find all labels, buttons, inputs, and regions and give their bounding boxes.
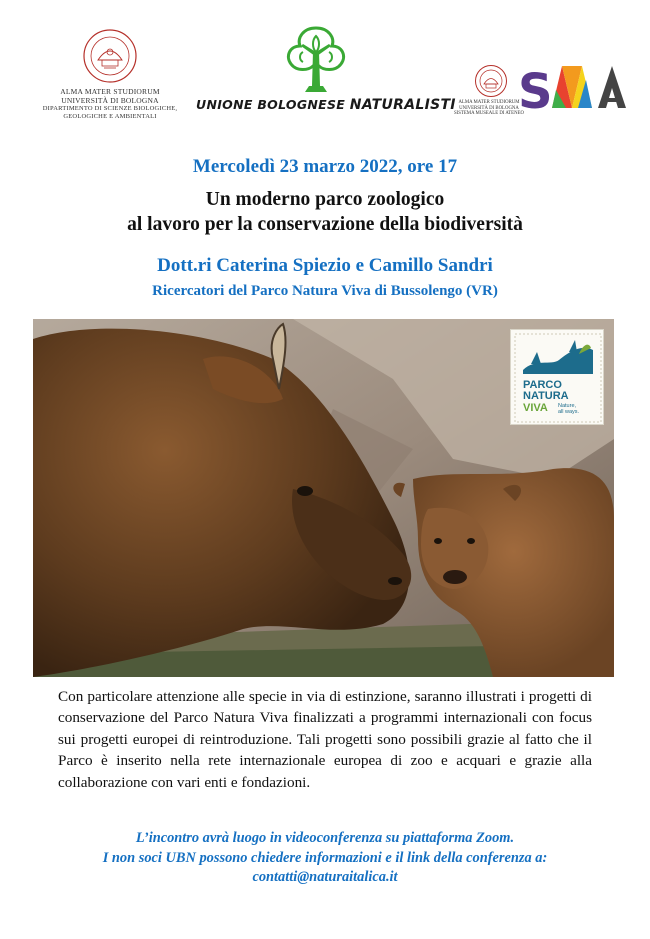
ubn-name-part2: NATURALISTI (349, 97, 456, 113)
sma-logo-icon (516, 60, 638, 116)
unibo-line2: UNIVERSITÀ DI BOLOGNA (61, 95, 159, 105)
ubn-logo (196, 22, 456, 113)
footer-line1: L’incontro avrà luogo in videoconferenza su piattaforma Zoom. (135, 830, 515, 846)
pnv-line1: PARCO (523, 379, 562, 391)
sma-block (454, 60, 639, 120)
sma-caption3: SISTEMA MUSEALE DI ATENEO (454, 111, 524, 116)
sma-caption (454, 100, 524, 117)
sma-caption2: UNIVERSITÀ DI BOLOGNA (459, 105, 519, 111)
unibo-small-seal-icon (474, 64, 508, 98)
ubn-name-part1: UNIONE BOLOGNESE (196, 97, 350, 112)
event-title-line2: al lavoro per la conservazione della biodiversità (127, 214, 523, 235)
contact-email: contatti@naturaitalica.it (252, 869, 398, 885)
event-title (0, 187, 650, 237)
event-title-line1: Un moderno parco zoologico (205, 189, 445, 210)
bison-photo (33, 319, 614, 677)
footer (0, 829, 650, 888)
unibo-line1: ALMA MATER STUDIORUM (60, 87, 160, 96)
footer-line2: I non soci UBN possono chiedere informazioni e il link della conferenza a: (102, 849, 548, 866)
tree-icon (275, 22, 357, 94)
svg-text:S: S (518, 64, 553, 116)
parco-natura-viva-icon (511, 330, 605, 426)
pnv-tagline1: Nature, (558, 403, 577, 409)
pnv-line3: VIVA (523, 402, 548, 414)
unibo-dept2: GEOLOGICHE E AMBIENTALI (63, 112, 157, 120)
ubn-name (196, 97, 456, 113)
unibo-logo (40, 28, 180, 120)
description-paragraph: Con particolare attenzione alle specie in via di estinzione, saranno illustrati i progetti di conservazione del Parco Natura Viva finalizzati a programmi internazionali con focus sui progetti europei di reintroduzione. Tali progetti sono possibili grazie al fatto che il Parco è inserito nella rete internazionale europea di zoo e acquari e grazie alla collaborazione con vari enti e fondazioni. (58, 688, 592, 791)
event-affiliation: Ricercatori del Parco Natura Viva di Bussolengo (VR) (152, 283, 498, 299)
sma-caption1: ALMA MATER STUDIORUM (458, 100, 520, 105)
parco-natura-viva-logo (510, 329, 604, 425)
event-speakers: Dott.ri Caterina Spiezio e Camillo Sandri (157, 255, 493, 276)
unibo-dept1: DIPARTIMENTO DI SCIENZE BIOLOGICHE, (42, 105, 178, 112)
pnv-tagline2: all ways. (558, 409, 580, 415)
unibo-seal-icon (82, 28, 138, 84)
pnv-line2: NATURA (523, 390, 569, 402)
event-date: Mercoledì 23 marzo 2022, ore 17 (192, 156, 458, 177)
